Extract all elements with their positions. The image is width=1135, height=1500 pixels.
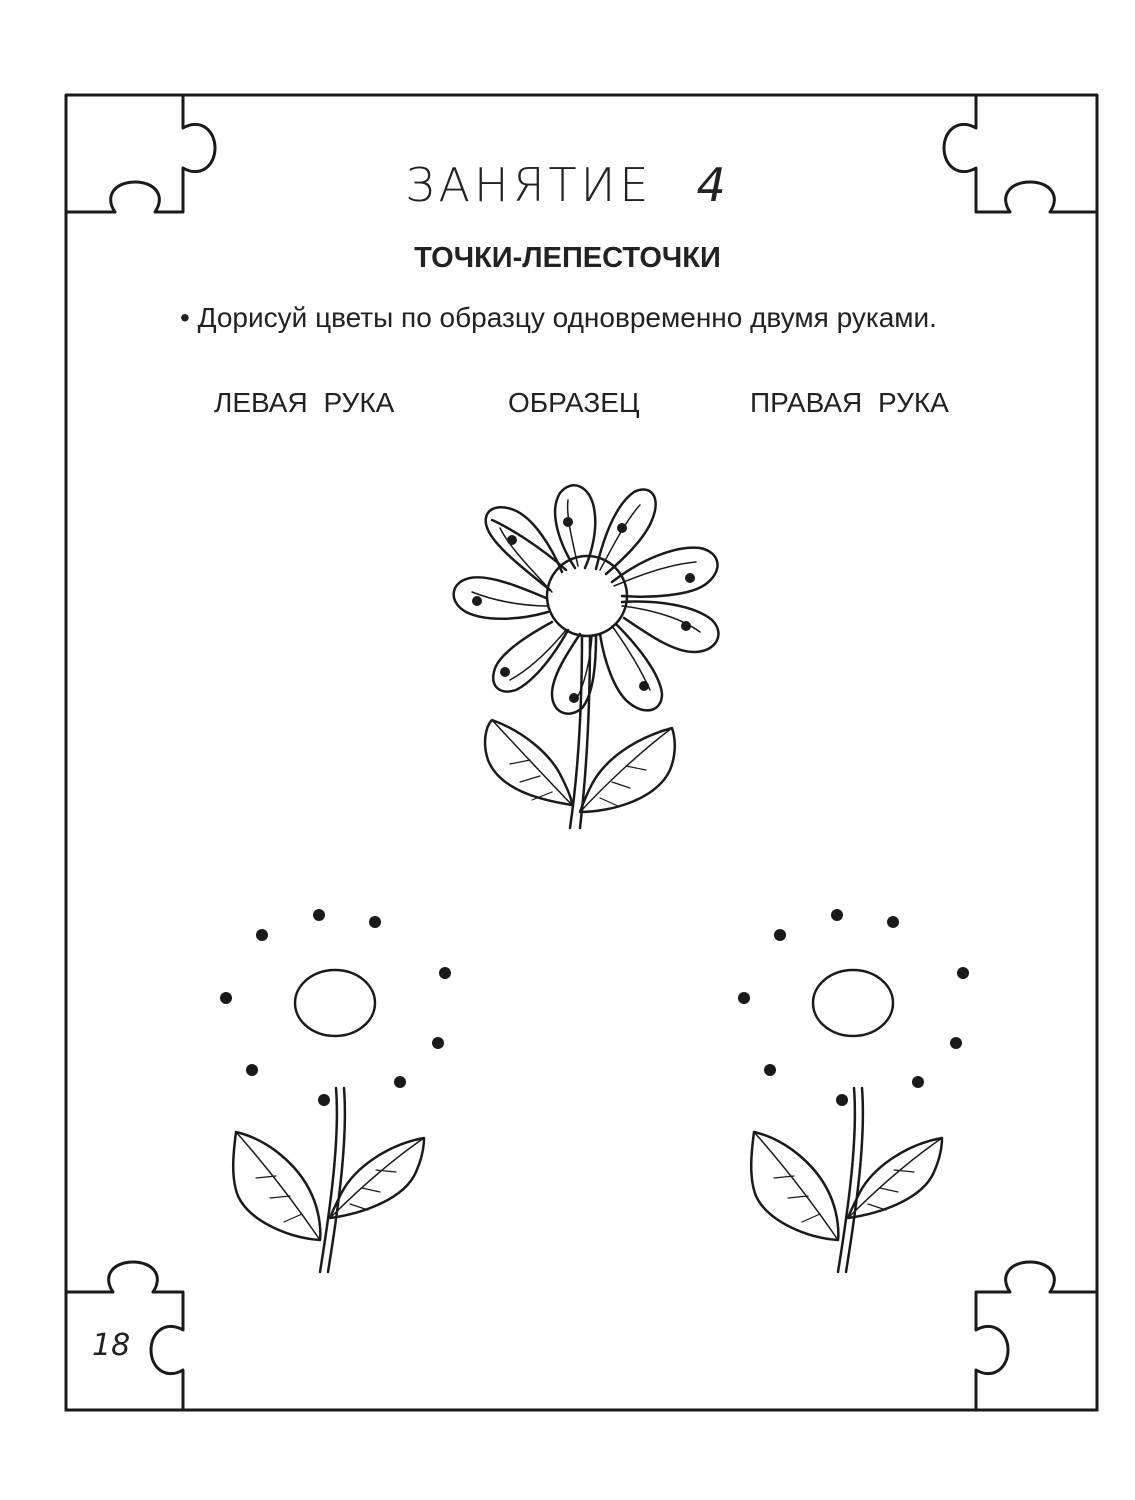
leaf-icon — [485, 720, 572, 805]
petal-dots — [472, 517, 695, 703]
flower-icon — [454, 485, 719, 828]
instruction-text: • Дорисуй цветы по образцу одновременно двумя руками. — [180, 302, 937, 333]
sample-label: ОБРАЗЕЦ — [508, 387, 640, 418]
exercise-title: ТОЧКИ-ЛЕПЕСТОЧКИ — [414, 242, 721, 274]
right-hand-label: ПРАВАЯ РУКА — [750, 387, 949, 418]
dotted-flower-icon — [738, 909, 969, 1272]
flower-stem — [838, 1088, 855, 1272]
guide-dots — [220, 909, 451, 1106]
lesson-title-word: ЗАНЯТИЕ — [405, 158, 653, 212]
flower-center — [547, 556, 627, 636]
dotted-flower-icon — [220, 909, 451, 1272]
flower-center — [295, 970, 375, 1036]
leaf-icon — [580, 728, 675, 812]
leaf-icon — [233, 1132, 320, 1240]
page-number: 18 — [92, 1328, 131, 1363]
flower-center — [813, 970, 893, 1036]
guide-dots — [738, 909, 969, 1106]
puzzle-piece-icon — [976, 1262, 1097, 1410]
lesson-number: 4 — [696, 158, 730, 212]
lesson-title — [0, 158, 1135, 212]
page-frame — [66, 95, 1097, 1410]
left-hand-label: ЛЕВАЯ РУКА — [214, 387, 395, 418]
flower-stem — [320, 1088, 337, 1272]
leaf-icon — [751, 1132, 838, 1240]
